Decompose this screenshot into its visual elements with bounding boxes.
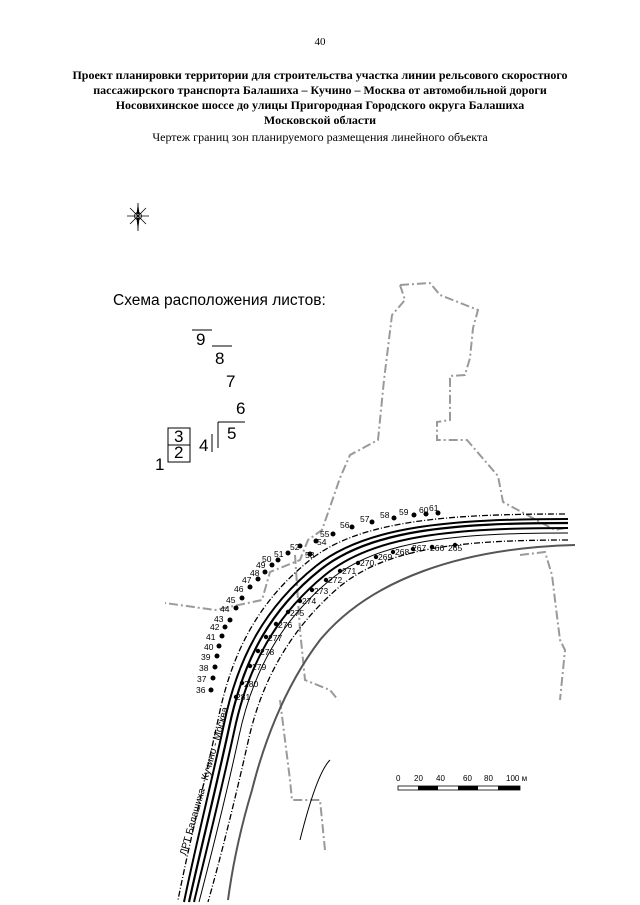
point-label: 54: [317, 537, 327, 547]
point-label: 275: [290, 608, 305, 618]
scale-label: 60: [463, 774, 472, 783]
point-label: 48: [250, 568, 260, 578]
point-label: 37: [197, 674, 207, 684]
point-label: 41: [206, 632, 216, 642]
point-label: 40: [204, 642, 214, 652]
point-label: 280: [244, 679, 259, 689]
point-label: 45: [226, 595, 236, 605]
page-number: 40: [314, 36, 326, 48]
scale-bar: [396, 774, 527, 790]
point-label: 43: [214, 614, 224, 624]
sheet-1: 1: [155, 455, 165, 474]
route-label: ЛРТ Балашиха - Кучино - Москва: [178, 705, 232, 857]
point-label: 58: [380, 510, 390, 520]
sheet-7: 7: [226, 372, 236, 391]
sheet-9: 9: [196, 330, 206, 349]
point-label: 42: [210, 622, 220, 632]
point-label: 268: [395, 547, 410, 557]
rail-corridor: [178, 514, 568, 902]
point-label: 272: [328, 575, 343, 585]
point-label: 266: [430, 543, 445, 553]
point-label: 47: [242, 575, 252, 585]
road-edge-line: [228, 545, 575, 900]
point-label: 51: [274, 549, 284, 559]
point-label: 36: [196, 685, 206, 695]
point-label: 46: [234, 584, 244, 594]
point-label: 279: [252, 662, 267, 672]
scale-label: 40: [436, 774, 445, 783]
point-label: 281: [236, 692, 251, 702]
point-label: 55: [320, 529, 330, 539]
point-label: 276: [278, 620, 293, 630]
drawing-subtitle: Чертеж границ зон планируемого размещения линейного объекта: [152, 130, 488, 144]
point-label: 57: [360, 514, 370, 524]
point-label: 38: [199, 663, 209, 673]
point-label: 50: [262, 554, 272, 564]
sheet-3: 3: [174, 427, 184, 446]
point-label: 60: [419, 505, 429, 515]
scale-label: 20: [414, 774, 423, 783]
point-label: 278: [260, 647, 275, 657]
point-label: 269: [378, 552, 393, 562]
point-label: 59: [399, 507, 409, 517]
point-label: 274: [302, 596, 317, 606]
title-line-4: Московской области: [263, 113, 377, 127]
point-label: 267: [412, 543, 427, 553]
point-label: 52: [290, 542, 300, 552]
title-line-2: пассажирского транспорта Балашиха – Кучино – Москва от автомобильной дороги: [93, 83, 547, 97]
point-label: 61: [429, 503, 439, 513]
point-label: 49: [256, 560, 266, 570]
scale-label: 0: [396, 774, 401, 783]
point-label: 39: [201, 652, 211, 662]
sheet-6: 6: [236, 399, 246, 418]
point-label: 56: [340, 520, 350, 530]
point-label: 270: [360, 558, 375, 568]
sheet-scheme-frames: [168, 330, 245, 462]
sheet-scheme-heading: Схема расположения листов:: [113, 292, 326, 309]
point-label: 277: [268, 633, 283, 643]
point-label: 53: [305, 550, 315, 560]
sheet-2: 2: [174, 443, 184, 462]
point-label: 271: [342, 566, 357, 576]
sheet-4: 4: [199, 436, 209, 455]
point-label: 273: [314, 586, 329, 596]
sheet-8: 8: [215, 349, 225, 368]
title-line-1: Проект планировки территории для строительства участка линии рельсового скоростного: [72, 68, 568, 82]
title-line-3: Носовихинское шоссе до улицы Пригородная Городского округа Балашиха: [115, 98, 525, 112]
point-label: 265: [448, 543, 463, 553]
scale-label: 80: [484, 774, 493, 783]
point-label: 44: [220, 604, 230, 614]
sheet-5: 5: [227, 424, 237, 443]
scale-label: 100 м: [506, 774, 528, 783]
